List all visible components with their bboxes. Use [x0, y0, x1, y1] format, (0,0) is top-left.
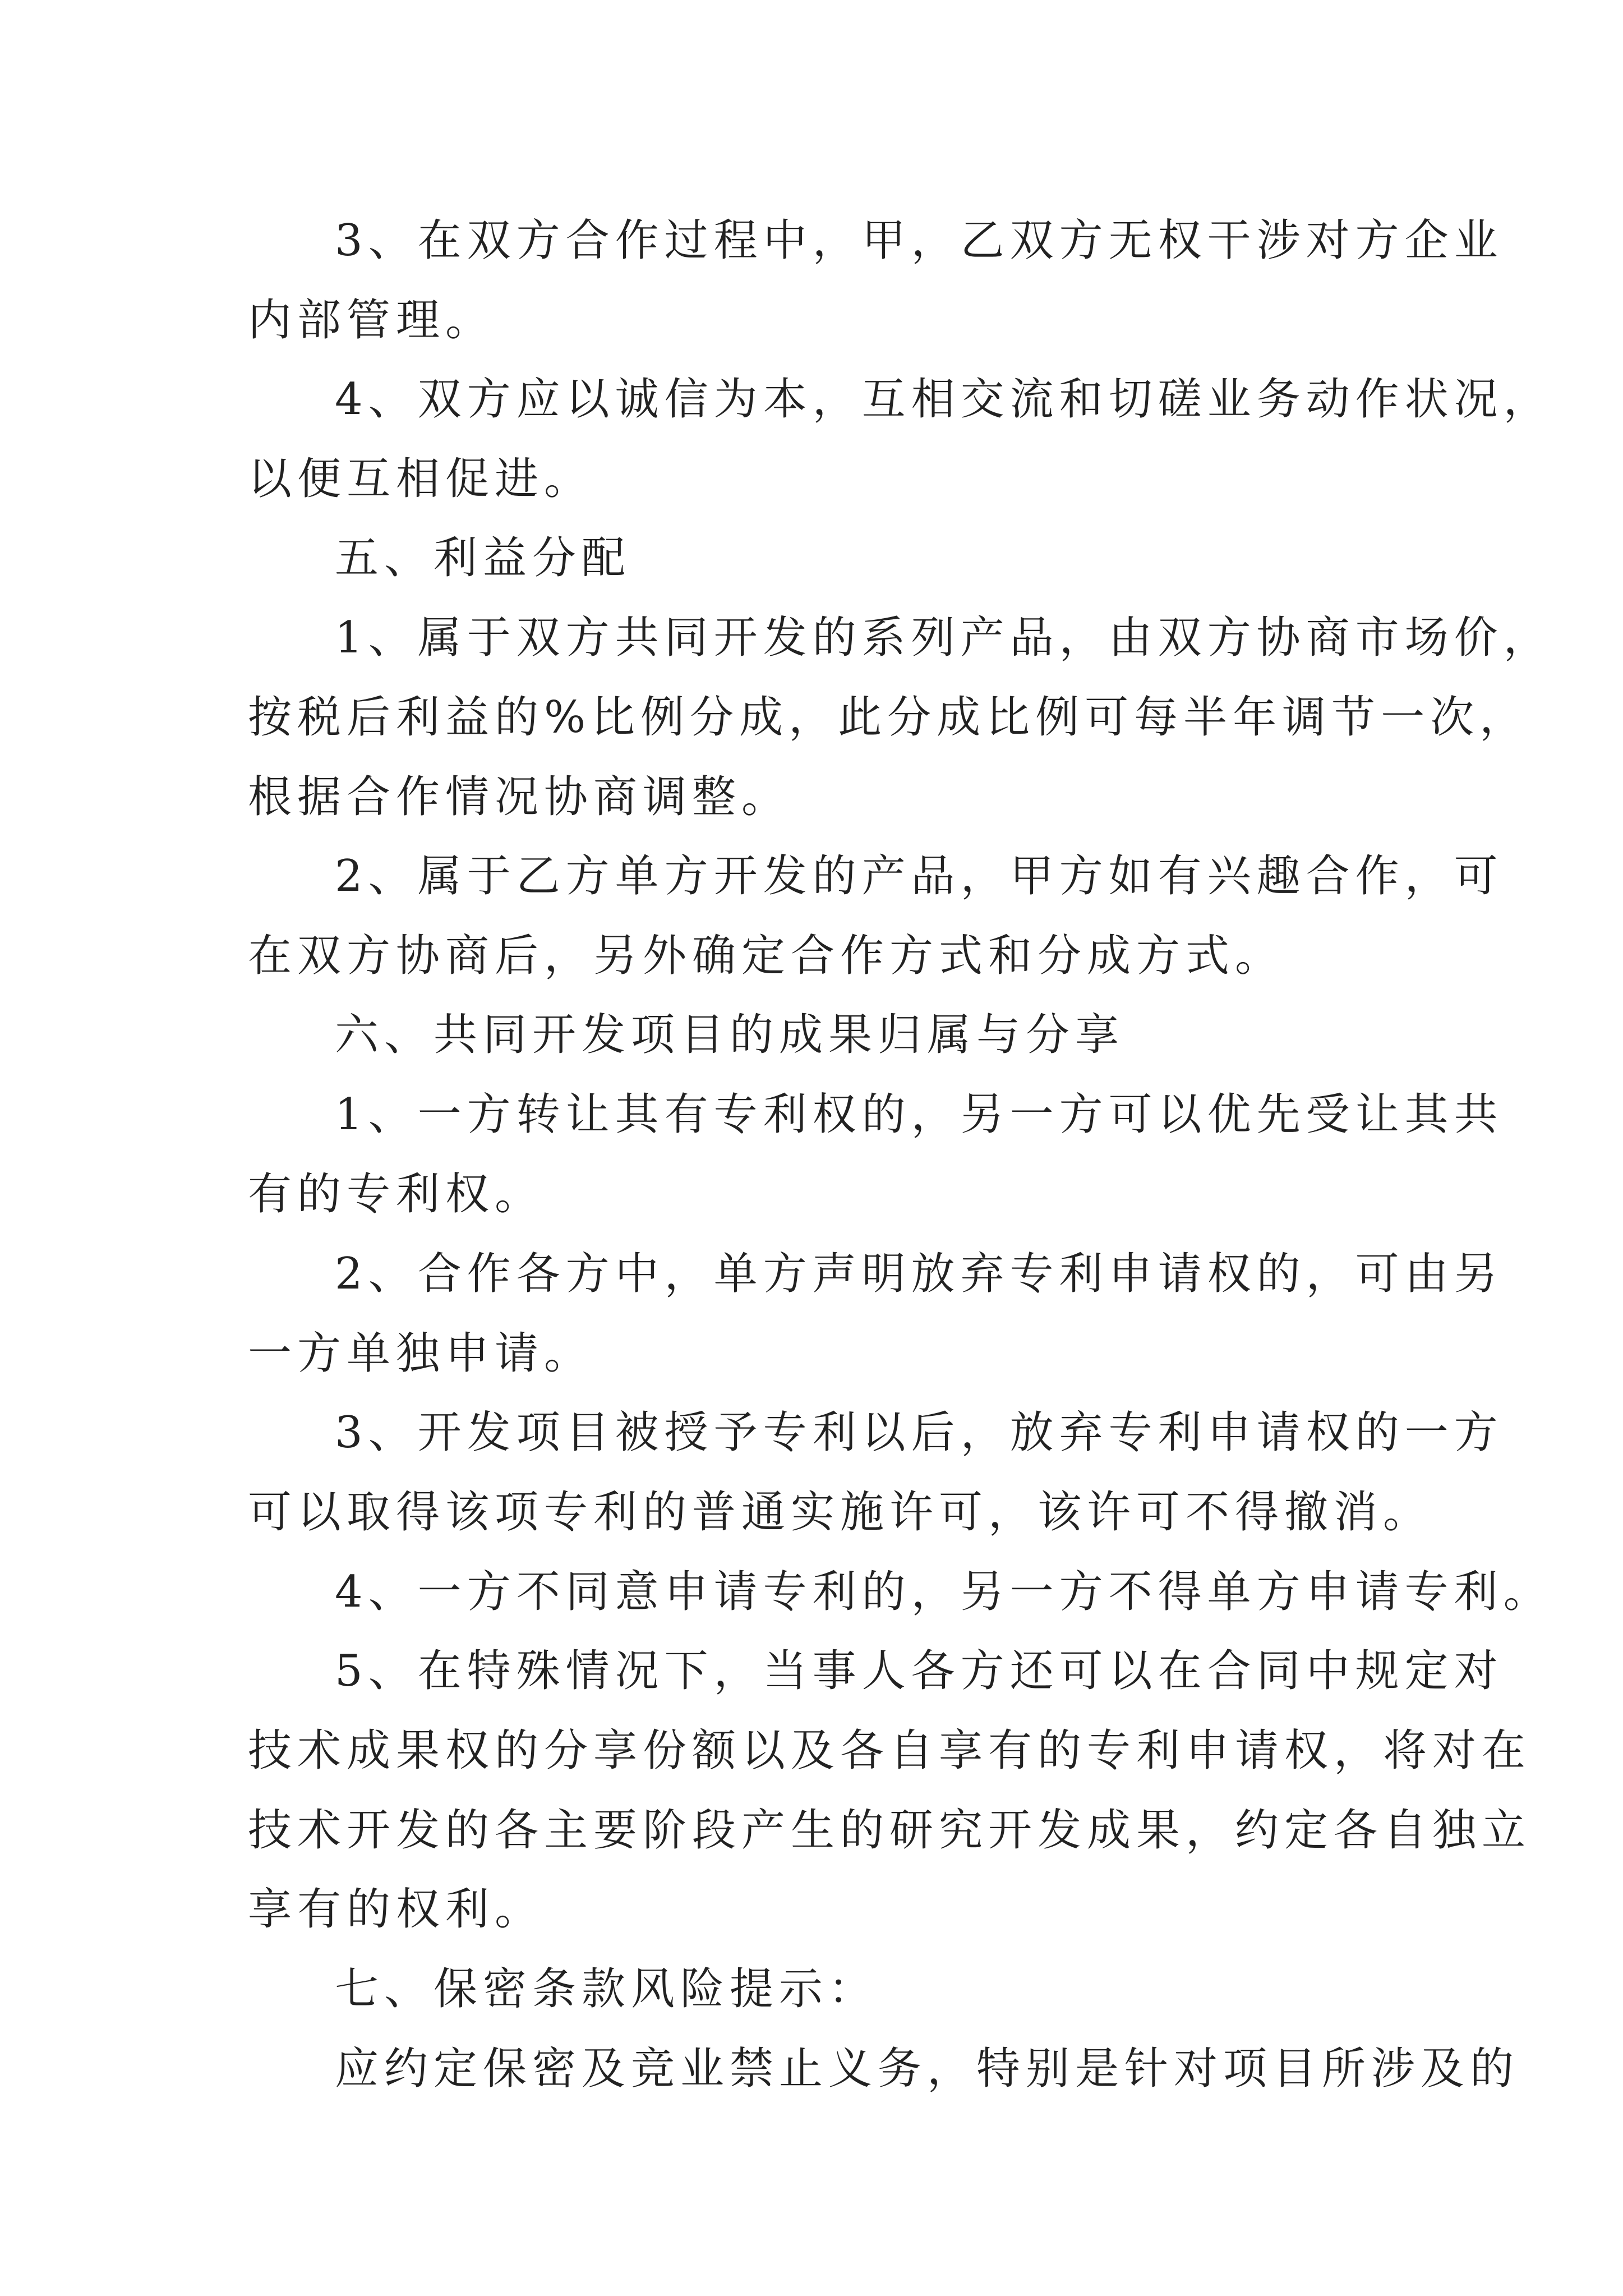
paragraph-3-line-1: 3、在双方合作过程中，甲，乙双方无权干涉对方企业	[335, 215, 1504, 266]
ownership-clause-5-line-4: 享有的权利。	[248, 1884, 545, 1935]
ownership-clause-2-line-2: 一方单独申请。	[248, 1328, 594, 1379]
ownership-clause-3-line-1: 3、开发项目被授予专利以后，放弃专利申请权的一方	[335, 1407, 1504, 1458]
ownership-clause-4: 4、一方不同意申请专利的，另一方不得单方申请专利。	[335, 1567, 1553, 1617]
paragraph-4-line-2: 以便互相促进。	[248, 454, 594, 504]
profit-clause-2-line-2: 在双方协商后，另外确定合作方式和分成方式。	[248, 931, 1285, 981]
ownership-clause-1-line-1: 1、一方转让其有专利权的，另一方可以优先受让其共	[335, 1089, 1504, 1140]
ownership-clause-5-line-1: 5、在特殊情况下，当事人各方还可以在合同中规定对	[335, 1646, 1504, 1696]
section-heading-results-ownership: 六、共同开发项目的成果归属与分享	[335, 1010, 1125, 1060]
profit-clause-2-line-1: 2、属于乙方单方开发的产品，甲方如有兴趣合作，可	[335, 851, 1504, 901]
ownership-clause-5-line-2: 技术成果权的分享份额以及各自享有的专利申请权，将对在	[248, 1726, 1532, 1776]
profit-clause-1-line-1: 1、属于双方共同开发的系列产品，由双方协商市场价，	[335, 613, 1553, 663]
profit-clause-1-line-3: 根据合作情况协商调整。	[248, 772, 791, 822]
confidentiality-paragraph-line-1: 应约定保密及竞业禁止义务，特别是针对项目所涉及的	[335, 2044, 1520, 2094]
ownership-clause-1-line-2: 有的专利权。	[248, 1169, 545, 1220]
paragraph-4-line-1: 4、双方应以诚信为本，互相交流和切磋业务动作状况，	[335, 374, 1553, 425]
profit-clause-1-line-2: 按税后利益的%比例分成，此分成比例可每半年调节一次，	[248, 692, 1529, 743]
paragraph-3-line-2: 内部管理。	[248, 295, 495, 346]
ownership-clause-3-line-2: 可以取得该项专利的普通实施许可，该许可不得撤消。	[248, 1487, 1433, 1538]
ownership-clause-2-line-1: 2、合作各方中，单方声明放弃专利申请权的，可由另	[335, 1249, 1504, 1299]
section-heading-profit-distribution: 五、利益分配	[335, 533, 631, 583]
section-heading-confidentiality-risk: 七、保密条款风险提示：	[335, 1964, 878, 2014]
ownership-clause-5-line-3: 技术开发的各主要阶段产生的研究开发成果，约定各自独立	[248, 1805, 1532, 1856]
